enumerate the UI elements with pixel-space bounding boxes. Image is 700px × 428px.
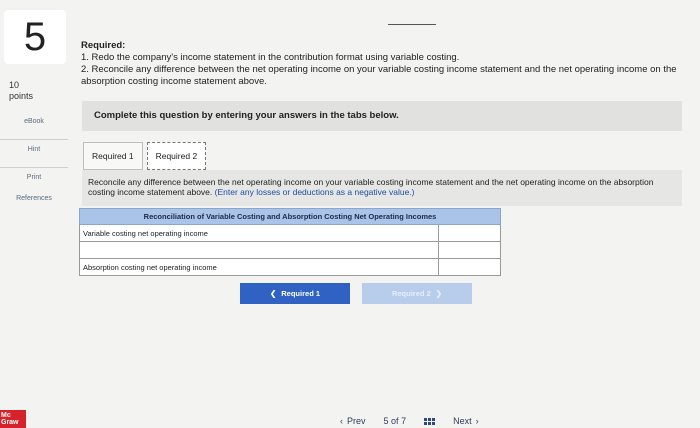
question-content — [82, 170, 682, 206]
required-instructions — [81, 40, 681, 88]
chevron-right-icon: › — [475, 416, 479, 426]
points-info — [9, 80, 33, 102]
page-total: 7 — [401, 416, 407, 426]
hint-link[interactable]: Hint — [0, 139, 68, 153]
next-required-button[interactable] — [362, 283, 472, 304]
table-row — [80, 242, 501, 259]
print-link[interactable]: Print — [0, 167, 68, 181]
variable-costing-income-input[interactable] — [439, 226, 500, 241]
prev-page-label: Prev — [347, 416, 366, 426]
row-value-cell — [439, 242, 501, 259]
instruction-text: Complete this question by entering your answers in the tabs below. — [94, 110, 399, 121]
absorption-costing-income-input[interactable] — [439, 260, 500, 275]
question-number — [4, 10, 66, 64]
references-link[interactable]: References — [16, 195, 52, 202]
next-page-button[interactable] — [453, 416, 479, 426]
tab-bar — [83, 142, 206, 170]
content-hint: (Enter any losses or deductions as a negative value.) — [214, 187, 415, 197]
row-label[interactable] — [80, 242, 439, 259]
next-required-label: Required 2 — [391, 289, 431, 298]
required-heading: Required: — [81, 40, 126, 51]
footer-nav — [340, 416, 479, 426]
question-number-text: 5 — [23, 14, 47, 59]
next-page-label: Next — [453, 416, 472, 426]
chevron-right-icon: ❯ — [435, 289, 443, 298]
resource-rail — [0, 118, 68, 216]
row-label: Absorption costing net operating income — [80, 259, 439, 276]
reconciliation-table — [79, 208, 501, 276]
adjustment-input[interactable] — [439, 243, 500, 258]
tab-required-2[interactable]: Required 2 — [147, 142, 207, 170]
table-row — [80, 259, 501, 276]
page-of: of — [391, 416, 399, 426]
content-text: Reconcile any difference between the net operating income on your variable costing income statement and the net operating income on the absorption costing income statement above. — [88, 177, 654, 197]
chevron-left-icon: ‹ — [340, 416, 343, 426]
ebook-link[interactable]: eBook — [24, 118, 44, 125]
prev-required-label: Required 1 — [281, 289, 321, 298]
grid-icon[interactable] — [424, 418, 435, 425]
table-row — [80, 225, 501, 242]
row-label: Variable costing net operating income — [80, 225, 439, 242]
instruction-panel — [82, 101, 682, 131]
row-value-cell — [439, 259, 501, 276]
prev-page-button[interactable] — [340, 416, 366, 426]
table-title: Reconciliation of Variable Costing and Absorption Costing Net Operating Incomes — [80, 209, 501, 225]
points-label: points — [9, 91, 34, 101]
required-item-2: 2. Reconcile any difference between the net operating income on your variable costing income statement and the net operating income on the absorption costing income statement above. — [81, 64, 677, 87]
chevron-left-icon: ❮ — [269, 289, 277, 298]
points-value: 10 — [9, 80, 20, 90]
top-divider — [388, 24, 436, 25]
logo-line-1: Mc — [1, 412, 11, 419]
page-indicator — [384, 416, 407, 426]
logo-line-2: Graw — [1, 419, 19, 426]
mcgraw-logo — [0, 410, 26, 428]
page-current: 5 — [383, 416, 389, 426]
required-item-1: 1. Redo the company's income statement in the contribution format using variable costing. — [81, 52, 460, 63]
prev-required-button[interactable] — [240, 283, 350, 304]
tab-required-1[interactable]: Required 1 — [83, 142, 143, 170]
row-value-cell — [439, 225, 501, 242]
